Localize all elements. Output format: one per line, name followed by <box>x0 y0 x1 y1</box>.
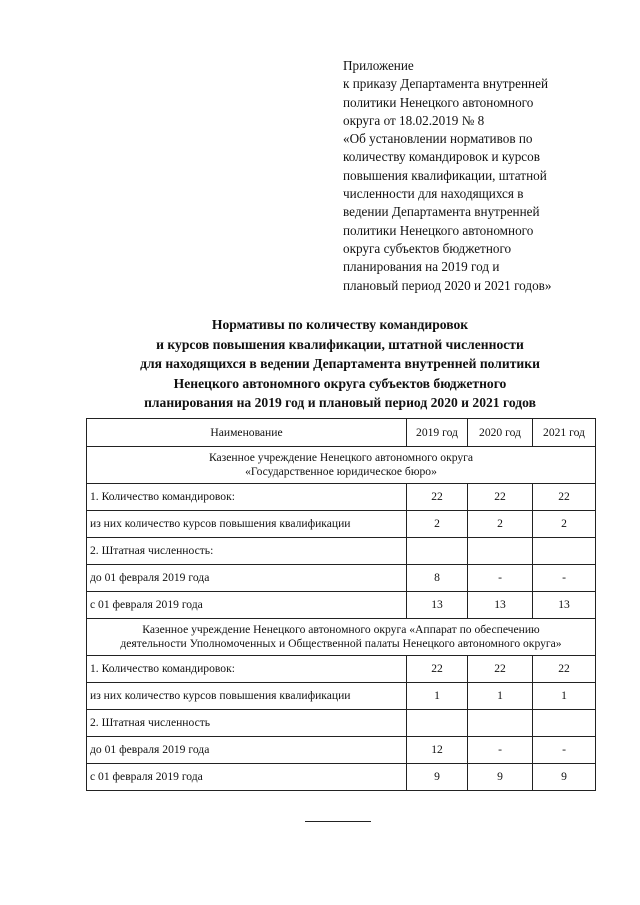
appendix-line: округа от 18.02.2019 № 8 <box>343 112 485 128</box>
value-2019: 1 <box>407 683 468 710</box>
table-row <box>87 683 596 710</box>
header-2021: 2021 год <box>533 419 596 447</box>
org-row <box>87 447 596 484</box>
appendix-line: политики Ненецкого автономного <box>343 222 534 238</box>
org-line: Казенное учреждение Ненецкого автономного округа «Аппарат по обеспечению <box>142 623 540 636</box>
table-row <box>87 511 596 538</box>
org-title <box>87 619 596 656</box>
appendix-line: количеству командировок и курсов <box>343 149 540 165</box>
value-2020: - <box>468 737 533 764</box>
table-row <box>87 656 596 683</box>
appendix-line: планирования на 2019 год и <box>343 259 500 275</box>
table-row <box>87 764 596 791</box>
value-2021: 1 <box>533 683 596 710</box>
table-row <box>87 710 596 737</box>
row-label: из них количество курсов повышения квалификации <box>87 683 407 710</box>
header-2020: 2020 год <box>468 419 533 447</box>
value-2021: - <box>533 565 596 592</box>
value-2019: 13 <box>407 592 468 619</box>
appendix-line: «Об установлении нормативов по <box>343 131 533 147</box>
value-2020 <box>468 538 533 565</box>
end-separator-line <box>305 821 371 822</box>
value-2021: 22 <box>533 484 596 511</box>
table-row <box>87 592 596 619</box>
row-label: до 01 февраля 2019 года <box>87 737 407 764</box>
org-line: деятельности Уполномоченных и Общественной палаты Ненецкого автономного округа» <box>120 637 562 650</box>
row-label: до 01 февраля 2019 года <box>87 565 407 592</box>
table-row <box>87 737 596 764</box>
value-2020 <box>468 710 533 737</box>
value-2020: 22 <box>468 656 533 683</box>
title-line: планирования на 2019 год и плановый период 2020 и 2021 годов <box>144 395 536 411</box>
row-label: 1. Количество командировок: <box>87 656 407 683</box>
value-2019: 12 <box>407 737 468 764</box>
appendix-line: округа субъектов бюджетного <box>343 240 512 256</box>
title-line: Нормативы по количеству командировок <box>211 317 469 332</box>
value-2020: 13 <box>468 592 533 619</box>
value-2021: 13 <box>533 592 596 619</box>
value-2019 <box>407 538 468 565</box>
value-2019: 22 <box>407 484 468 511</box>
value-2021 <box>533 538 596 565</box>
appendix-block <box>343 57 633 295</box>
row-label: с 01 февраля 2019 года <box>87 764 407 791</box>
norms-table <box>86 418 596 791</box>
org-line: «Государственное юридическое бюро» <box>245 465 437 478</box>
value-2019: 22 <box>407 656 468 683</box>
org-line: Казенное учреждение Ненецкого автономного округа <box>208 451 474 464</box>
row-label: 1. Количество командировок: <box>87 484 407 511</box>
org-row <box>87 619 596 656</box>
value-2021: - <box>533 737 596 764</box>
value-2019: 8 <box>407 565 468 592</box>
header-name: Наименование <box>87 419 407 447</box>
value-2019 <box>407 710 468 737</box>
appendix-line: к приказу Департамента внутренней <box>343 76 549 92</box>
appendix-line: политики Ненецкого автономного <box>343 94 534 110</box>
appendix-line: ведении Департамента внутренней <box>343 204 540 220</box>
appendix-line: Приложение <box>343 58 414 73</box>
row-label: с 01 февраля 2019 года <box>87 592 407 619</box>
value-2020: 9 <box>468 764 533 791</box>
title-line: для находящихся в ведении Департамента внутренней политики <box>140 356 540 372</box>
value-2020: - <box>468 565 533 592</box>
title-line: Ненецкого автономного округа субъектов бюджетного <box>173 375 507 391</box>
value-2020: 1 <box>468 683 533 710</box>
table-row <box>87 538 596 565</box>
table-header-row <box>87 419 596 447</box>
value-2021 <box>533 710 596 737</box>
row-label: 2. Штатная численность: <box>87 538 407 565</box>
document-title <box>80 315 600 413</box>
value-2021: 2 <box>533 511 596 538</box>
value-2019: 2 <box>407 511 468 538</box>
title-line: и курсов повышения квалификации, штатной численности <box>156 336 524 352</box>
value-2021: 9 <box>533 764 596 791</box>
appendix-line: повышения квалификации, штатной <box>343 167 547 183</box>
row-label: из них количество курсов повышения квалификации <box>87 511 407 538</box>
table-row <box>87 565 596 592</box>
table-row <box>87 484 596 511</box>
org-title <box>87 447 596 484</box>
value-2020: 22 <box>468 484 533 511</box>
appendix-line: численности для находящихся в <box>343 186 524 202</box>
header-2019: 2019 год <box>407 419 468 447</box>
row-label: 2. Штатная численность <box>87 710 407 737</box>
value-2020: 2 <box>468 511 533 538</box>
value-2019: 9 <box>407 764 468 791</box>
appendix-line: плановый период 2020 и 2021 годов» <box>343 277 552 293</box>
value-2021: 22 <box>533 656 596 683</box>
